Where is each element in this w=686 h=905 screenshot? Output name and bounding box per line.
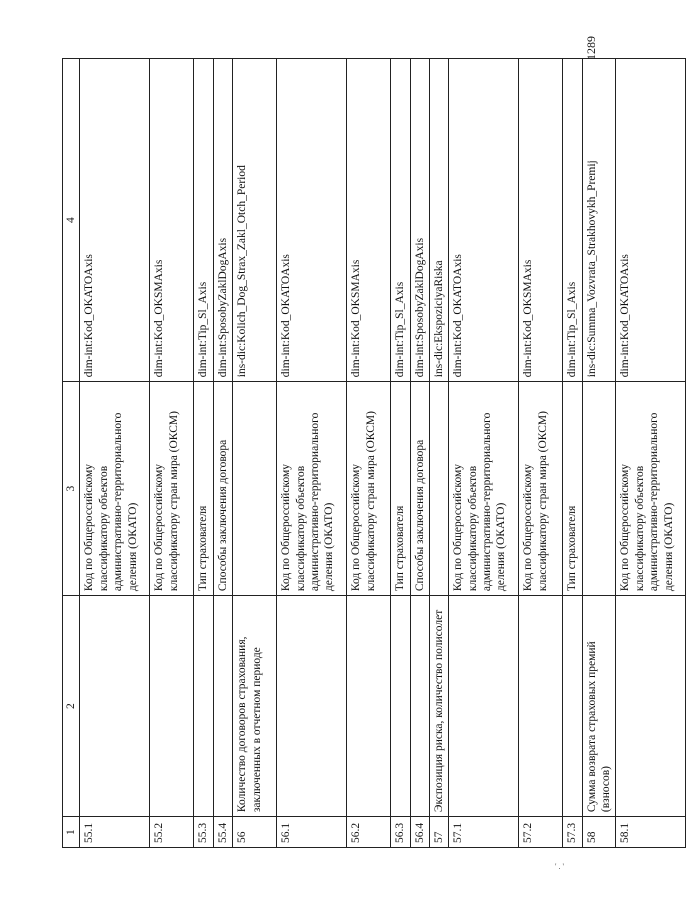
table-row [347,59,391,848]
indicator-name-cell [616,596,686,817]
table-row [563,59,582,848]
axis-code-cell: dim-int:Kod_OKATOAxis [616,59,686,382]
table-row [616,59,686,848]
axis-code-cell: dim-int:Kod_OKSMAxis [347,59,391,382]
dimension-cell: Тип страхователя [391,382,410,596]
row-number-cell: 56.4 [410,817,429,848]
table-row [233,59,277,848]
row-number-cell: 56.1 [277,817,347,848]
indicator-name-cell [194,596,213,817]
row-number-cell: 57.3 [563,817,582,848]
page-number: 1289 [584,36,598,60]
scan-marks: ' . ' [555,862,564,871]
axis-code-cell: dim-int:Tip_Sl_Axis [194,59,213,382]
axis-code-cell: dim-int:SposobyZaklDogAxis [213,59,232,382]
dimension-cell: Код по Общероссийскому классификатору объектов административно-территориального деления (ОКАТО) [616,382,686,596]
table-row [213,59,232,848]
column-header: 3 [63,382,80,596]
rotated-table-container [62,58,675,848]
row-number-cell: 58.1 [616,817,686,848]
indicator-name-cell [519,596,563,817]
axis-code-cell: ins-dic:EkspoziciyaRiska [429,59,448,382]
indicator-name-cell [80,596,150,817]
table-row [410,59,429,848]
axis-code-cell: dim-int:Tip_Sl_Axis [563,59,582,382]
axis-code-cell: ins-dic:Summa_Vozvrata_Strakhovykh_Premij [582,59,616,382]
axis-code-cell: dim-int:Tip_Sl_Axis [391,59,410,382]
table-row [150,59,194,848]
row-number-cell: 57 [429,817,448,848]
table-row [391,59,410,848]
dimension-cell [429,382,448,596]
axis-code-cell: dim-int:Kod_OKSMAxis [150,59,194,382]
dimension-cell: Код по Общероссийскому классификатору объектов административно-территориального деления (ОКАТО) [80,382,150,596]
table-body [80,59,686,848]
dimension-cell: Код по Общероссийскому классификатору объектов административно-территориального деления (ОКАТО) [449,382,519,596]
data-table [62,58,686,848]
dimension-cell: Тип страхователя [194,382,213,596]
indicator-name-cell [563,596,582,817]
row-number-cell: 55.4 [213,817,232,848]
row-number-cell: 58 [582,817,616,848]
column-header: 1 [63,817,80,848]
indicator-name-cell [347,596,391,817]
row-number-cell: 55.1 [80,817,150,848]
table-row [277,59,347,848]
indicator-name-cell [449,596,519,817]
dimension-cell: Код по Общероссийскому классификатору объектов административно-территориального деления (ОКАТО) [277,382,347,596]
table-row [449,59,519,848]
indicator-name-cell [150,596,194,817]
row-number-cell: 57.1 [449,817,519,848]
dimension-cell [233,382,277,596]
table-header-row [63,59,80,848]
dimension-cell: Код по Общероссийскому классификатору стран мира (ОКСМ) [150,382,194,596]
axis-code-cell: dim-int:Kod_OKATOAxis [449,59,519,382]
axis-code-cell: dim-int:Kod_OKSMAxis [519,59,563,382]
dimension-cell: Способы заключения договора [213,382,232,596]
axis-code-cell: dim-int:SposobyZaklDogAxis [410,59,429,382]
row-number-cell: 57.2 [519,817,563,848]
indicator-name-cell: Экспозиция риска, количество полисолет [429,596,448,817]
indicator-name-cell: Количество договоров страхования, заключенных в отчетном периоде [233,596,277,817]
axis-code-cell: ins-dic:Kolich_Dog_Strax_Zakl_Otch_Period [233,59,277,382]
indicator-name-cell [213,596,232,817]
dimension-cell: Код по Общероссийскому классификатору стран мира (ОКСМ) [519,382,563,596]
row-number-cell: 56 [233,817,277,848]
indicator-name-cell: Сумма возврата страховых премий (взносов) [582,596,616,817]
row-number-cell: 56.2 [347,817,391,848]
row-number-cell: 56.3 [391,817,410,848]
table-row [80,59,150,848]
indicator-name-cell [410,596,429,817]
table-row [429,59,448,848]
axis-code-cell: dim-int:Kod_OKATOAxis [277,59,347,382]
axis-code-cell: dim-int:Kod_OKATOAxis [80,59,150,382]
dimension-cell: Тип страхователя [563,382,582,596]
row-number-cell: 55.2 [150,817,194,848]
table-row [519,59,563,848]
dimension-cell [582,382,616,596]
dimension-cell: Способы заключения договора [410,382,429,596]
column-header: 2 [63,596,80,817]
table-row [582,59,616,848]
dimension-cell: Код по Общероссийскому классификатору стран мира (ОКСМ) [347,382,391,596]
column-header: 4 [63,59,80,382]
indicator-name-cell [277,596,347,817]
row-number-cell: 55.3 [194,817,213,848]
table-row [194,59,213,848]
indicator-name-cell [391,596,410,817]
